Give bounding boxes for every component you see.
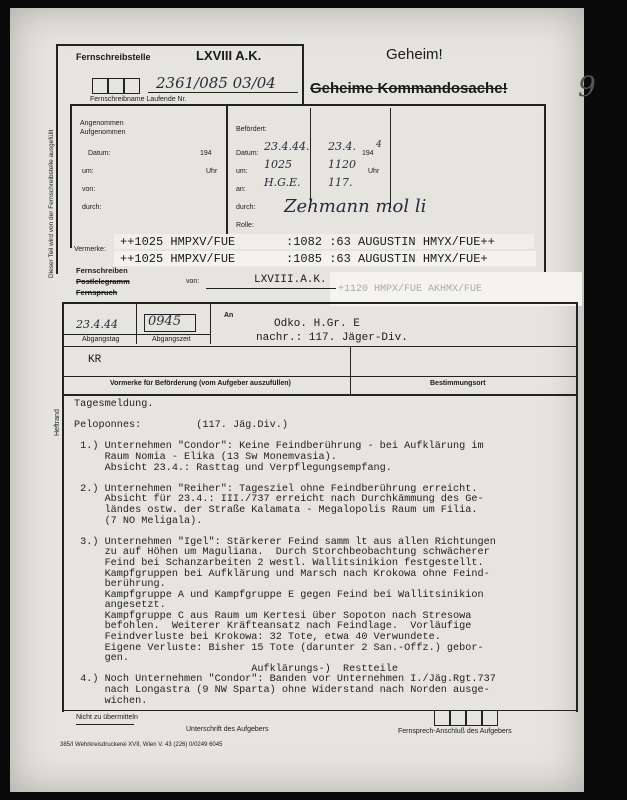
type-postlelegramm: Postlelegramm [76,277,130,286]
phone-box-2 [450,710,466,726]
serial-box-3 [124,78,140,94]
body-line: Absicht für 23.4.: III./737 erreicht nach Durchkämmung des Ge- [74,494,484,506]
main-left-rule [62,302,64,712]
info-addressee: nachr.: 117. Jäger-Div. [256,332,408,344]
forwarded-rolle-label: Rolle: [236,222,254,229]
box-right-rule [544,104,546,284]
forwarded-to-1: H.G.E. [264,176,301,189]
tape-2-left: ++1025 HMPXV/FUE [120,252,236,266]
routing-bottom-rule [64,394,576,396]
serial-box-1 [92,78,108,94]
forwarded-column-rule-1 [310,108,311,208]
body-line: Absicht 23.4.: Rasttag und Verpflegungsempfang. [74,462,392,474]
body-line: Kampfgruppen bei Aufklärung und Marsch nach Krokowa ohne Feind- [74,568,490,580]
margin-mark: 9 [578,70,596,103]
body-line: wichen. [74,695,148,707]
body-line: 1.) Unternehmen "Condor": Keine Feindberührung - bei Aufklärung im [74,441,484,453]
body-line: (7 NO Meligala). [74,515,203,527]
body-line: zu auf Höhen um Maguliana. Durch Storchbeobachtung schwächerer [74,547,490,559]
body-line: Raum Nomia - Elika (13 Sw Monemvasia). [74,451,337,463]
body-line: Eigene Verluste: Bisher 15 Tote (darunter 2 San.-Offz.) gebor- [74,642,484,654]
tape-2-right: :1085 :63 AUGUSTIN HMYX/FUE+ [286,252,488,266]
forwarded-year-label: 194 [362,150,374,157]
forwarded-date-1: 23.4.44. [264,140,310,153]
from-label: von: [186,278,200,285]
document-page [10,8,596,792]
phone-box-4 [482,710,498,726]
phone-box-1 [434,710,450,726]
dispatch-label-rule [64,334,210,335]
type-fernspruch: Fernspruch [76,288,118,297]
body-line: ländes ostw. der Straße Kalamata - Megalopolis Raum um Filia. [74,504,478,516]
received-title-2: Aufgenommen [80,129,126,136]
body-line: 3.) Unternehmen "Igel": Stärkerer Feind samm lt aus allen Richtungen [74,536,496,548]
forwarded-time-2: 1120 [328,158,356,171]
forwarded-um-label: um: [236,168,248,175]
dispatch-col-rule-2 [210,304,211,344]
received-uhr-label: Uhr [206,168,218,175]
body-line: Feindverluste bei Krokowa: 32 Tote, etwa 40 Verwundete. [74,632,441,644]
addressee: Odko. H.Gr. E [274,318,360,330]
forwarded-time-1: 1025 [264,158,292,171]
printer-line: 385/I Wehrkreisdruckerei XVII, Wien V. 43 (226) 0/0249 6045 [60,742,223,748]
heftrand-label: Heftrand [54,409,61,436]
box-top-rule [70,104,546,106]
vormerke-label: Vormerke für Beförderung (vom Aufgeber auszufüllen) [110,380,291,387]
dispatch-top-rule [62,302,578,304]
forwarded-column-rule-2 [390,108,391,208]
routing-top-rule [64,346,576,347]
tape-1-left: ++1025 HMPXV/FUE [120,235,236,249]
tape-3-text: +1120 HMPX/FUE AKHMX/FUE [338,284,483,295]
tape-strip-2 [114,251,536,266]
footer-rule [64,710,576,711]
message-body [74,400,496,707]
vermerke-label: Vermerke: [74,246,106,253]
dispatch-date-label: Abgangstag [82,336,120,343]
forwarded-to-2: 117. [328,176,353,189]
body-line: 2.) Unternehmen "Reiher": Tagesziel ohne Feindberührung erreicht. [74,483,478,495]
from-unit: LXVIII.A.K. [254,274,327,286]
body-line: angesetzt. [74,600,166,612]
dispatch-time-label: Abgangszeit [152,336,191,343]
dispatch-time: 0945 [148,314,182,329]
received-year-label: 194 [200,150,212,157]
forwarded-uhr-label: Uhr [368,168,380,175]
header-rule [56,44,304,46]
operator-signature: Zehmann mol li [284,196,427,217]
body-line: gen. [74,653,130,665]
body-line: Aufklärungs-) Restteile [74,663,399,675]
side-note: Dieser Teil wird von der Fernschreibstelle ausgefüllt [48,129,55,278]
tape-1-right: :1082 :63 AUGUSTIN HMYX/FUE++ [286,235,495,249]
serial-underline [148,92,298,93]
serial-label: Fernschreibname Laufende Nr. [90,96,187,103]
routing-divider [350,346,351,394]
forwarded-date-label: Datum: [236,150,259,157]
header-divider [302,44,304,104]
phone-box-3 [466,710,482,726]
body-line: Feind bei Schanzarbeiten 2 westl. Wallitsinikion festgestellt. [74,557,484,569]
station-code: LXVIII A.K. [196,48,262,63]
body-line: 4.) Noch Unternehmen "Condor": Banden vor Unternehmen I./Jäg.Rgt.737 [74,674,496,686]
body-line: berührung. [74,579,166,591]
body-line: nach Longastra (9 NW Sparta) ohne Widerstand nach Norden ausge- [74,685,490,697]
secret-marking: Geheim! [386,46,443,63]
from-underline [206,288,336,289]
received-date-label: Datum: [88,150,111,157]
dispatch-date: 23.4.44 [76,318,118,331]
signature-label: Unterschrift des Aufgebers [186,726,269,733]
received-title-1: Angenommen [80,120,124,127]
type-fernschreiben: Fernschreiben [76,266,128,275]
forwarded-durch-label: durch: [236,204,256,211]
tape-strip-1 [114,234,534,249]
station-label: Fernschreibstelle [76,52,151,62]
main-right-rule [576,302,578,712]
tape-strip-3 [330,272,582,306]
bestimmungsort-label: Bestimmungsort [430,380,486,387]
received-um-label: um: [82,168,94,175]
secret-command-marking: Geheime Kommandosache! [310,80,508,97]
body-line: Kampfgruppe C aus Raum um Kertesi über Sopoton nach Stresowa [74,610,472,622]
forwarded-year-suffix: 4 [376,140,382,150]
left-frame-rule [56,44,58,274]
routing-kr: KR [88,354,102,366]
body-line: Tagesmeldung. [74,399,154,410]
forwarded-date-2: 23.4. [328,140,356,153]
not-transmit-underline [76,724,134,725]
forwarded-title: Befördert: [236,126,267,133]
phone-label: Fernsprech-Anschluß des Aufgebers [398,728,512,735]
received-durch-label: durch: [82,204,102,211]
body-line: Kampfgruppe A und Kampfgruppe E gegen Feind bei Wallitsinikion [74,589,484,601]
routing-mid-rule [64,376,576,377]
box-middle-rule [226,104,228,248]
an-label: An [224,312,234,319]
body-line: Peloponnes: (117. Jäg.Div.) [74,420,288,432]
serial-number: 2361/085 03/04 [156,74,276,92]
serial-box-2 [108,78,124,94]
not-transmit-label: Nicht zu übermitteln [76,714,138,721]
received-von-label: von: [82,186,96,193]
forwarded-an-label: an: [236,186,246,193]
dispatch-col-rule-1 [136,304,137,344]
box-left-rule [70,104,72,248]
body-line: befohlen. Weiterer Kräfteansatz nach Feindlage. Vorläufige [74,621,472,633]
